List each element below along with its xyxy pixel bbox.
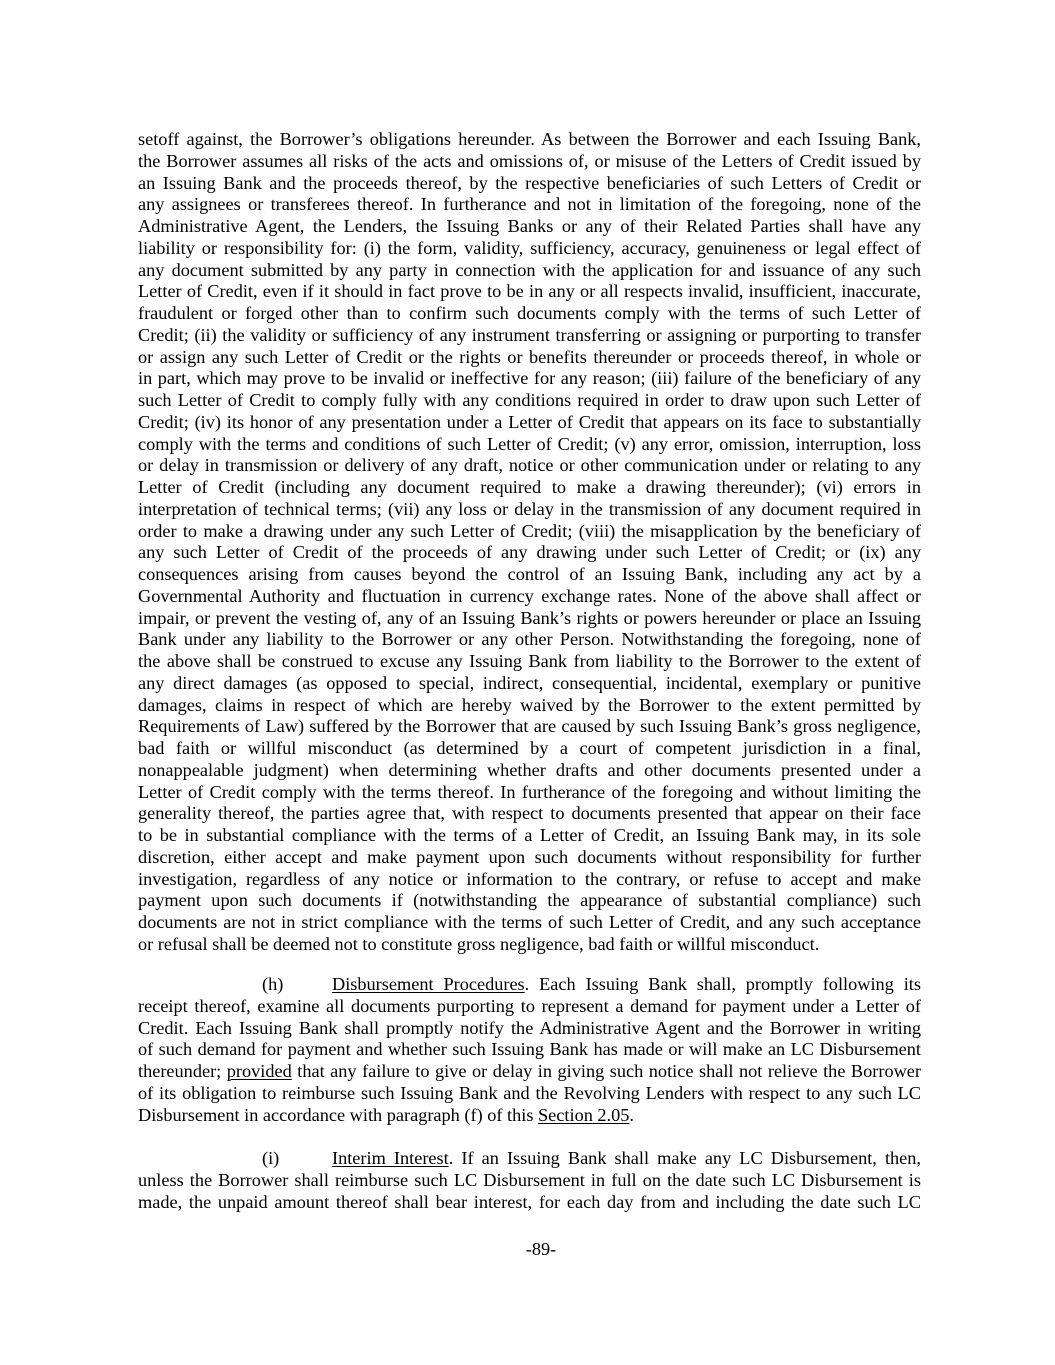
text-line: Letter of Credit comply with the terms thereof. In furtherance of the foregoing and without limiting the [138,781,921,802]
text-line: of its obligation to reimburse such Issuing Bank and the Revolving Lenders with respect to any such LC [138,1082,921,1103]
text-line: damages, claims in respect of which are hereby waived by the Borrower to the extent permitted by [138,694,921,715]
text-line: an Issuing Bank and the proceeds thereof, by the respective beneficiaries of such Letters of Credit or [138,172,921,193]
text-line: bad faith or willful misconduct (as determined by a court of competent jurisdiction in a final, [138,738,921,758]
text-line: discretion, either accept and make payment upon such documents without responsibility for further [138,846,921,867]
text-line: Bank under any liability to the Borrower or any other Person. Notwithstanding the foregoing, none of [138,629,921,650]
text-line: payment upon such documents if (notwithstanding the appearance of substantial compliance) such [138,890,921,911]
text-run: thereunder; [138,1061,227,1081]
text-line: Governmental Authority and fluctuation in currency exchange rates. None of the above shall affect or [138,585,921,606]
text-line: Letter of Credit (including any document required to make a drawing thereunder); (vi) errors in [138,477,921,497]
text-line: Letter of Credit, even if it should in fact prove to be in any or all respects invalid, insufficient, inaccurate, [138,281,921,302]
section-number: (i) [262,1148,280,1168]
text-run: . Each Issuing Bank shall, promptly following its [524,974,921,994]
section-heading: Disbursement Procedures [332,974,525,994]
text-line: impair, or prevent the vesting of, any of an Issuing Bank’s rights or powers hereunder or place an Issuing [138,607,921,628]
text-line: Credit; (iv) its honor of any presentation under a Letter of Credit that appears on its face to substantially [138,411,921,432]
section-h-first-line-text [332,974,921,996]
text-line: Administrative Agent, the Lenders, the Issuing Banks or any of their Related Parties shall have any [138,216,921,236]
section-i-paragraph [138,1148,921,1213]
text-line: receipt thereof, examine all documents purporting to represent a demand for payment under a Letter of [138,995,921,1016]
text-line: any direct damages (as opposed to special, indirect, consequential, incidental, exemplary or punitive [138,672,921,693]
defined-term: provided [226,1061,292,1081]
text-line: to be in substantial compliance with the terms of a Letter of Credit, an Issuing Bank may, in its sole [138,825,921,845]
section-h-first-line [138,974,921,996]
text-run: Disbursement in accordance with paragraph (f) of this [138,1104,539,1125]
page-number: -89- [525,1239,557,1259]
text-run: . If an Issuing Bank shall make any LC Disbursement, then, [448,1148,921,1168]
text-line: generality thereof, the parties agree that, with respect to documents presented that appear on their face [138,803,921,824]
section-i-first-line [138,1148,921,1170]
section-number: (h) [262,974,284,994]
section-h-paragraph [138,974,921,1126]
continued-paragraph [138,129,921,956]
text-run: . [629,1104,634,1125]
text-line: setoff against, the Borrower’s obligations hereunder. As between the Borrower and each Issuing Bank, [138,129,921,149]
section-i-first-line-text [332,1148,921,1170]
text-line: the Borrower assumes all risks of the acts and omissions of, or misuse of the Letters of Credit issued by [138,150,921,171]
text-line [138,1105,921,1127]
section-heading: Interim Interest [332,1148,449,1168]
text-line: in part, which may prove to be invalid or ineffective for any reason; (iii) failure of the beneficiary of any [138,368,921,389]
text-line: unless the Borrower shall reimburse such LC Disbursement in full on the date such LC Disbursement is [138,1169,921,1190]
text-line: Requirements of Law) suffered by the Borrower that are caused by such Issuing Bank’s gross negligence, [138,716,921,737]
text-line: liability or responsibility for: (i) the form, validity, sufficiency, accuracy, genuineness or legal effect of [138,237,921,258]
text-line: or delay in transmission or delivery of any draft, notice or other communication under or relating to any [138,455,921,476]
text-line: or refusal shall be deemed not to constitute gross negligence, bad faith or willful misconduct. [138,933,820,954]
text-line: documents are not in strict compliance with the terms of such Letter of Credit, and any such acceptance [138,912,921,932]
text-line: investigation, regardless of any notice or information to the contrary, or refuse to accept and make [138,868,921,889]
text-line [138,1061,921,1083]
section-reference: Section 2.05 [538,1104,630,1125]
text-line: Credit; (ii) the validity or sufficiency of any instrument transferring or assigning or purporting to transfer [138,324,921,345]
text-line: of such demand for payment and whether such Issuing Bank has made or will make an LC Disbursement [138,1039,921,1060]
text-line: fraudulent or forged other than to confirm such documents comply with the terms of such Letter of [138,303,921,323]
text-line: nonappealable judgment) when determining whether drafts and other documents presented under a [138,759,921,780]
text-line: or assign any such Letter of Credit or the rights or benefits thereunder or proceeds thereof, in whole or [138,346,921,367]
text-line: order to make a drawing under any such Letter of Credit; (viii) the misapplication by the beneficiary of [138,520,921,541]
text-line: any document submitted by any party in connection with the application for and issuance of any such [138,259,921,280]
text-line: any such Letter of Credit of the proceeds of any drawing under such Letter of Credit; or (ix) any [138,542,921,563]
text-line: comply with the terms and conditions of such Letter of Credit; (v) any error, omission, interruption, loss [138,433,921,454]
text-line: interpretation of technical terms; (vii) any loss or delay in the transmission of any document required in [138,498,921,519]
text-line: such Letter of Credit to comply fully with any conditions required in order to draw upon such Letter of [138,390,921,410]
text-line: consequences arising from causes beyond the control of an Issuing Bank, including any act by a [138,564,921,584]
text-line: made, the unpaid amount thereof shall bear interest, for each day from and including the date such LC [138,1191,921,1212]
text-run: that any failure to give or delay in giving such notice shall not relieve the Borrower [291,1061,921,1081]
text-line: the above shall be construed to excuse any Issuing Bank from liability to the Borrower to the extent of [138,651,921,671]
text-line: Credit. Each Issuing Bank shall promptly notify the Administrative Agent and the Borrower in writing [138,1017,921,1038]
text-line: any assignees or transferees thereof. In furtherance and not in limitation of the foregoing, none of the [138,194,921,215]
